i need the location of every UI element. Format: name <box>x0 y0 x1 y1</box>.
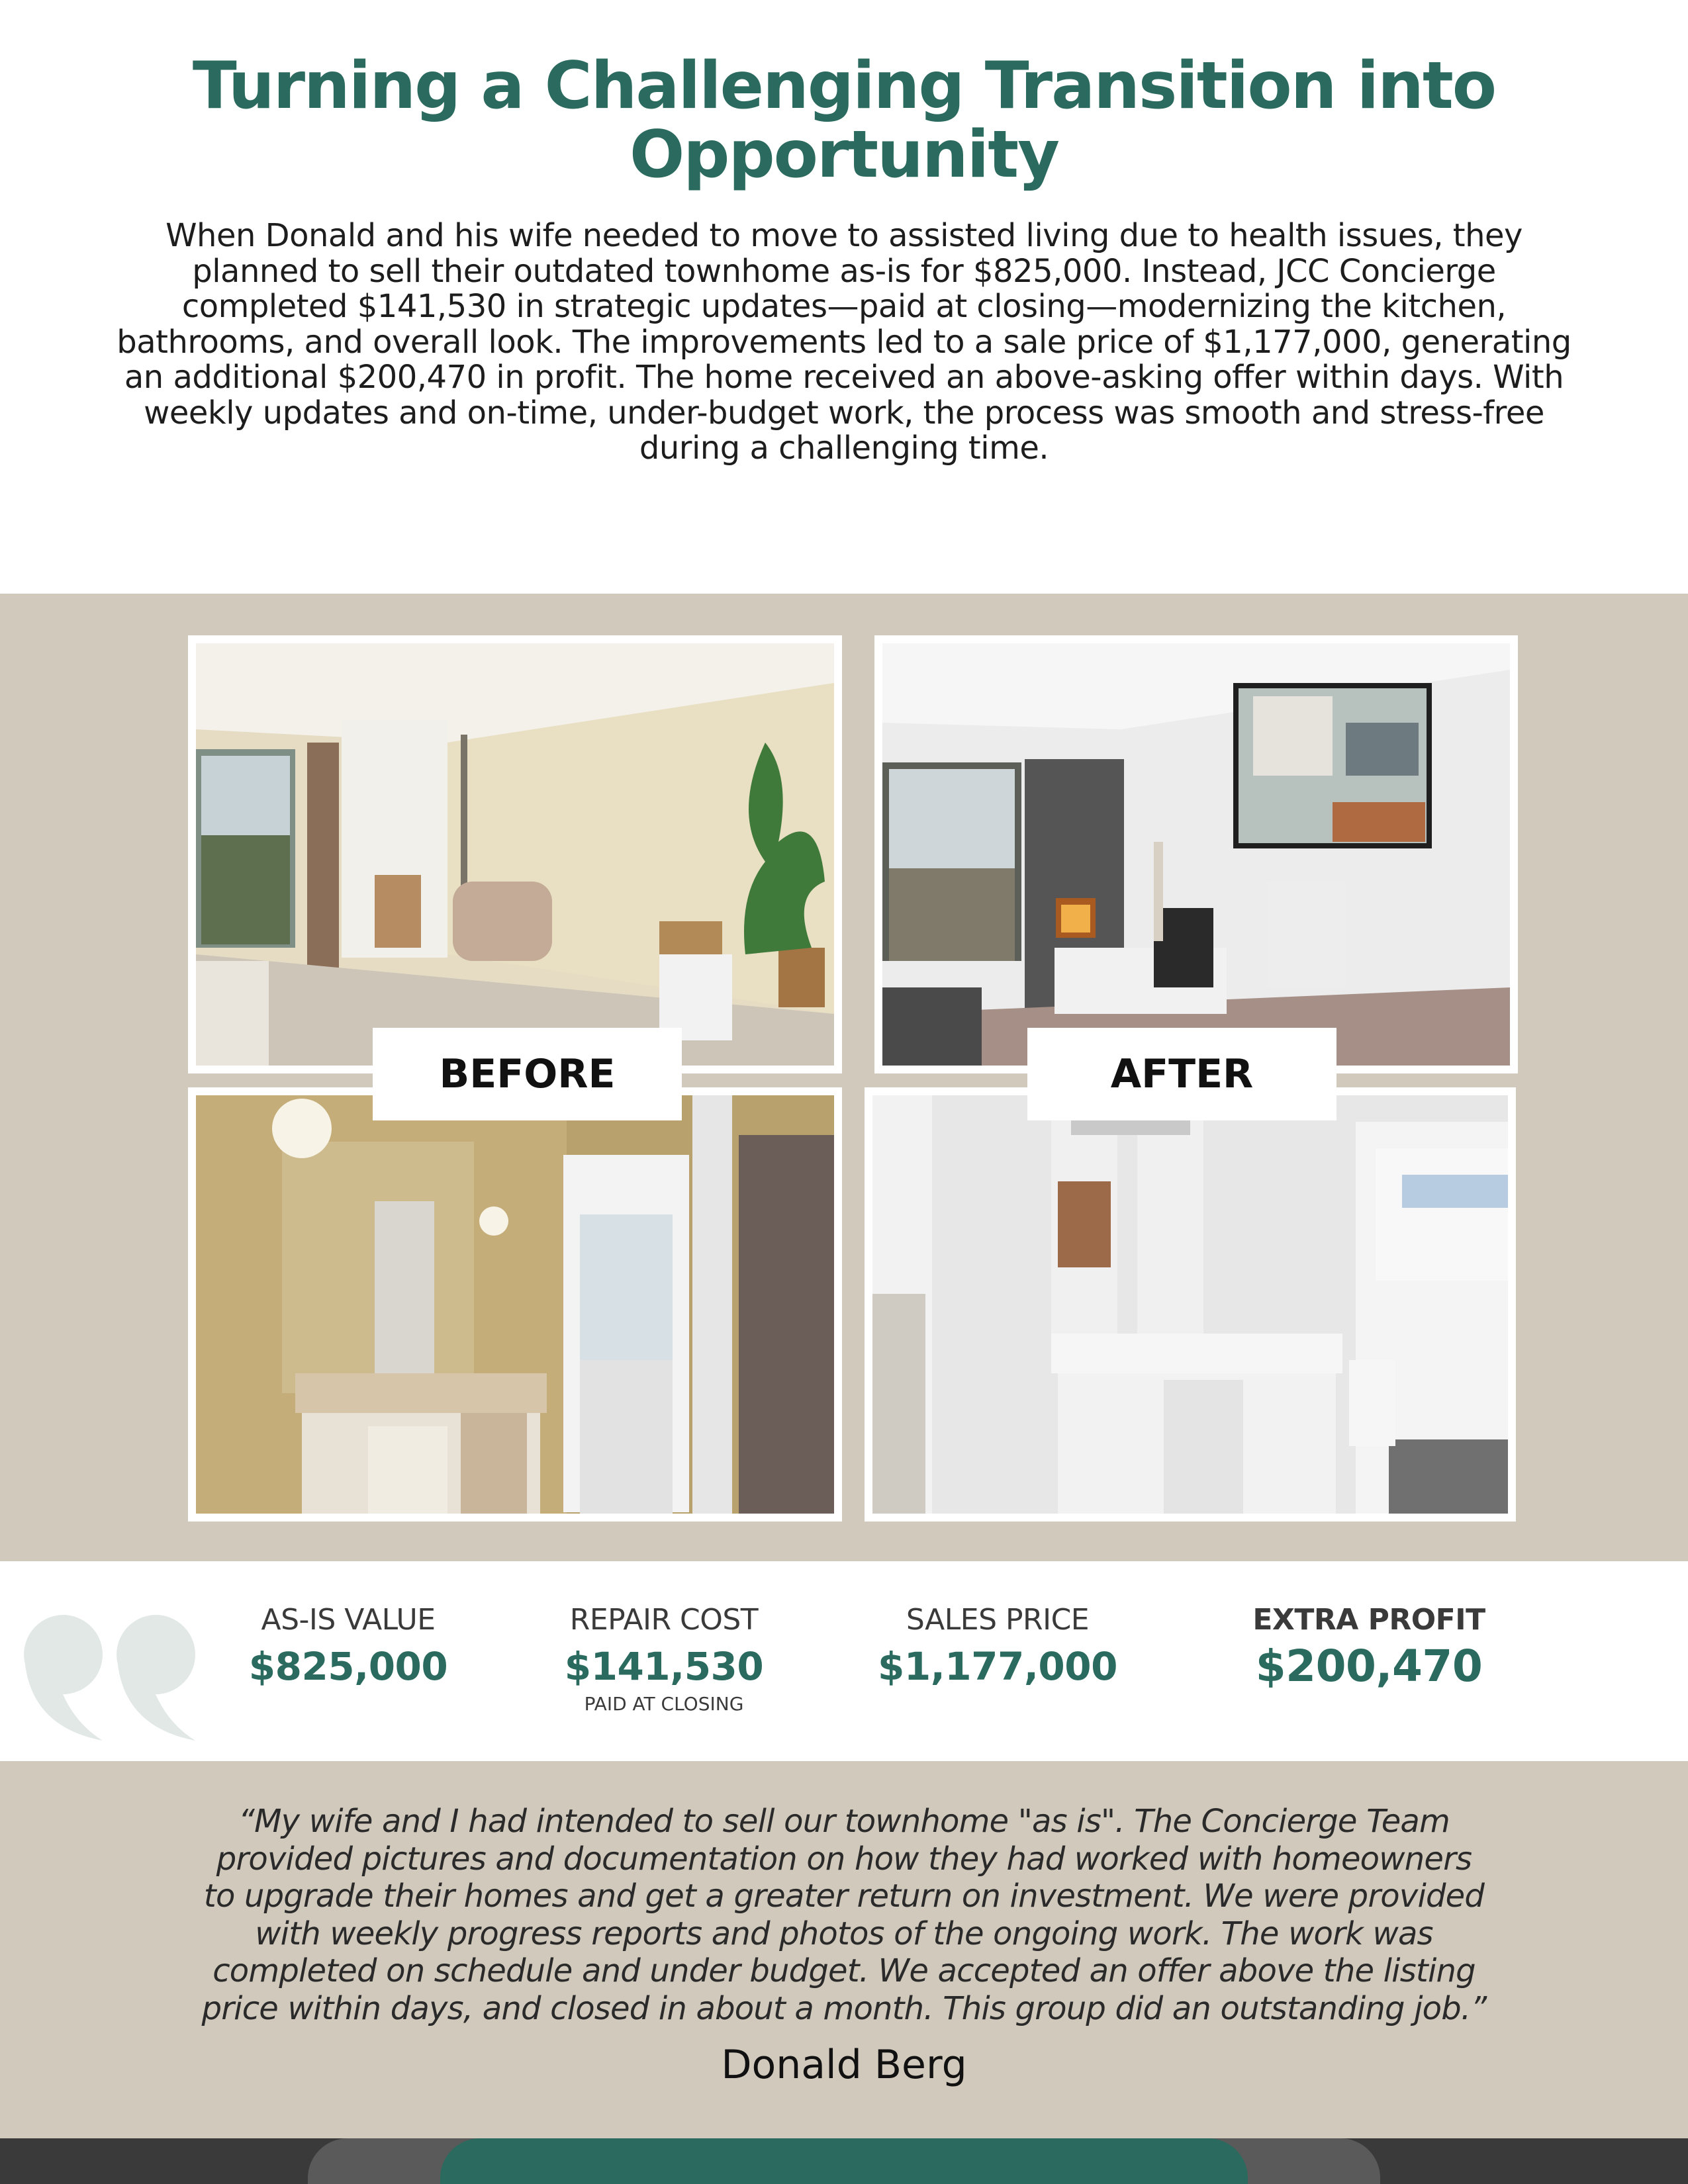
stat-label: SALES PRICE <box>906 1603 1090 1637</box>
before-living-room-photo <box>188 635 842 1073</box>
testimonial-quote: “My wife and I had intended to sell our townhome "as is". The Concierge Team provided pictures and documentation on how they had worked with homeowners to upgrade their homes and get a greater return on investment. We were provided with weekly progress reports and photos of the ongoing work. The work was completed on schedule and under budget. We accepted an offer above the listing price within days, and closed in about a month. This group did an outstanding job.” <box>201 1803 1487 2027</box>
stat-as-is-value <box>196 1602 500 1692</box>
stat-note: PAID AT CLOSING <box>584 1693 744 1715</box>
stat-value: $200,470 <box>1255 1641 1483 1692</box>
before-bathroom-photo <box>188 1087 842 1522</box>
page-title: Turning a Challenging Transition into Opportunity <box>192 48 1496 193</box>
stat-label: EXTRA PROFIT <box>1252 1603 1485 1637</box>
stat-repair-cost <box>512 1602 816 1715</box>
after-living-room-photo <box>874 635 1518 1073</box>
before-label: BEFORE <box>373 1028 682 1120</box>
testimonial-author: Donald Berg <box>721 2042 967 2088</box>
footer-bar <box>0 2138 1688 2184</box>
stat-label: REPAIR COST <box>569 1603 759 1637</box>
stat-extra-profit <box>1217 1602 1521 1692</box>
quote-mark-icon <box>20 1612 199 1744</box>
after-label: AFTER <box>1027 1028 1336 1120</box>
stat-value: $141,530 <box>564 1644 764 1689</box>
after-bathroom-photo <box>865 1087 1516 1522</box>
intro-paragraph: When Donald and his wife needed to move to assisted living due to health issues, they planned to sell their outdated townhome as-is for $825,000. Instead, JCC Concierge completed $141,530 in strategic updates—paid at closing—modernizing the kitchen, bathrooms, and overall look. The improvements led to a sale price of $1,177,000, generating an additional $200,470 in profit. The home received an above-asking offer within days. With weekly updates and on-time, under-budget work, the process was smooth and stress-free during a challenging time. <box>117 217 1571 467</box>
stat-value: $825,000 <box>248 1644 448 1689</box>
stat-label: AS-IS VALUE <box>261 1603 436 1637</box>
footer-pill-inner <box>440 2138 1248 2184</box>
stat-sales-price <box>845 1602 1150 1692</box>
stat-value: $1,177,000 <box>878 1644 1117 1689</box>
